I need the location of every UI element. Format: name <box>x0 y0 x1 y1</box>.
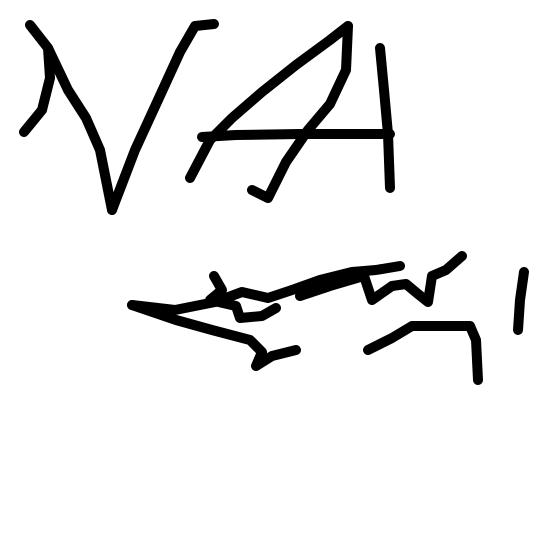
handwritten-word-va <box>24 24 390 210</box>
letter-a-right-slant <box>252 26 348 198</box>
handwritten-scribble <box>132 256 524 380</box>
letter-v-right-diagonal <box>112 24 214 210</box>
letter-v-left-hook <box>24 25 50 132</box>
letter-v-left-diagonal <box>48 48 112 210</box>
letter-a-left-slant <box>190 26 348 178</box>
letter-a-crossbar <box>202 134 390 137</box>
scribble-mark-near-edge <box>518 272 524 330</box>
scribble-lower-right <box>368 326 478 380</box>
letter-a-right-stem <box>380 48 390 188</box>
